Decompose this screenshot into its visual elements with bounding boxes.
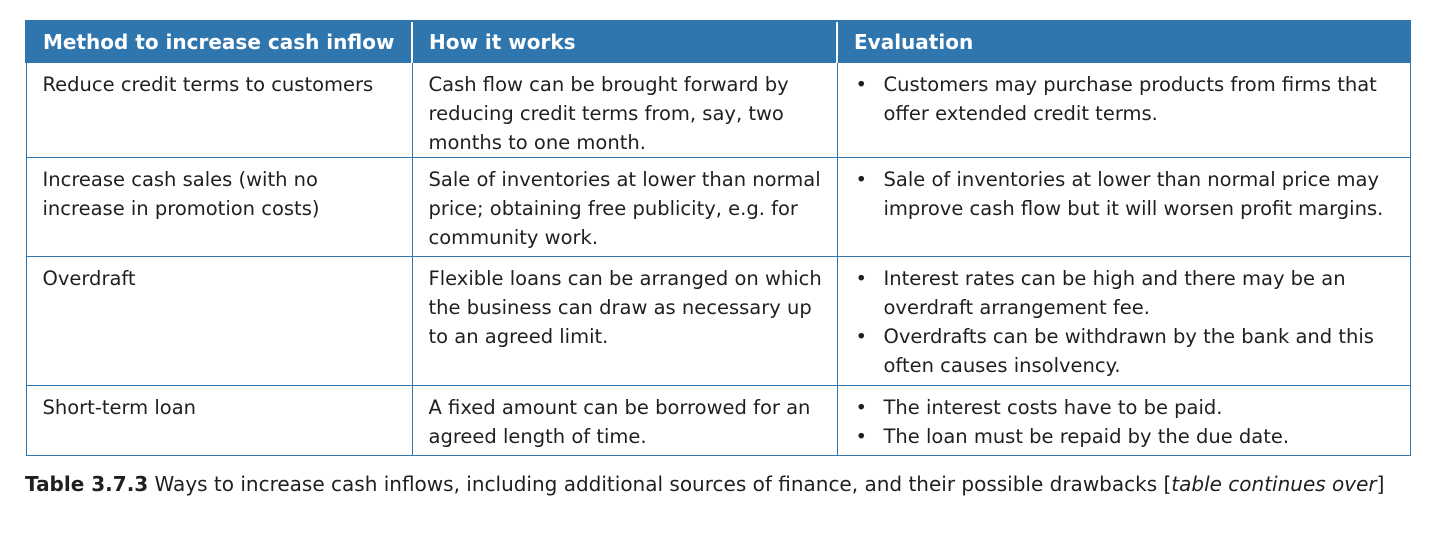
evaluation-cell <box>837 257 1410 386</box>
evaluation-text: Customers may purchase products from firms that offer extended credit terms. <box>883 73 1377 125</box>
method-cell: Reduce credit terms to customers <box>26 63 412 158</box>
table-row <box>26 158 1410 257</box>
cash-inflow-table <box>25 20 1411 456</box>
bullet-icon: • <box>855 396 868 419</box>
table-row <box>26 63 1410 158</box>
evaluation-list <box>854 264 1400 380</box>
evaluation-cell <box>837 63 1410 158</box>
table-row <box>26 386 1410 456</box>
evaluation-item <box>854 322 1400 380</box>
cash-inflow-table-container <box>25 20 1409 456</box>
evaluation-text: Overdrafts can be withdrawn by the bank and this often causes insolvency. <box>883 325 1374 377</box>
caption-italic-note: table continues over <box>1171 472 1377 496</box>
caption-end: ] <box>1376 472 1385 496</box>
caption-label: Table 3.7.3 <box>25 472 149 496</box>
evaluation-list <box>854 393 1400 451</box>
evaluation-cell <box>837 386 1410 456</box>
evaluation-text: The interest costs have to be paid. <box>883 396 1223 419</box>
table-caption <box>25 472 1384 496</box>
evaluation-list <box>854 70 1400 128</box>
bullet-icon: • <box>855 73 868 96</box>
evaluation-list <box>854 165 1400 223</box>
method-cell: Short-term loan <box>26 386 412 456</box>
evaluation-text: Sale of inventories at lower than normal price may improve cash flow but it will worsen profit margins. <box>883 168 1384 220</box>
evaluation-item <box>854 264 1400 322</box>
table-row <box>26 257 1410 386</box>
method-cell: Increase cash sales (with no increase in promotion costs) <box>26 158 412 257</box>
caption-text: Ways to increase cash inflows, including additional sources of finance, and their possible drawbacks [ <box>148 472 1172 496</box>
bullet-icon: • <box>855 267 868 290</box>
evaluation-cell <box>837 158 1410 257</box>
evaluation-item <box>854 422 1400 451</box>
evaluation-text: Interest rates can be high and there may be an overdraft arrangement fee. <box>883 267 1346 319</box>
evaluation-text: The loan must be repaid by the due date. <box>883 425 1290 448</box>
header-method: Method to increase cash inflow <box>26 21 412 63</box>
table-header-row <box>26 21 1410 63</box>
how-cell: Sale of inventories at lower than normal price; obtaining free publicity, e.g. for community work. <box>412 158 837 257</box>
bullet-icon: • <box>855 425 868 448</box>
bullet-icon: • <box>855 325 868 348</box>
how-cell: Cash flow can be brought forward by reducing credit terms from, say, two months to one month. <box>412 63 837 158</box>
evaluation-item <box>854 70 1400 128</box>
header-evaluation: Evaluation <box>837 21 1410 63</box>
bullet-icon: • <box>855 168 868 191</box>
how-cell: Flexible loans can be arranged on which the business can draw as necessary up to an agreed limit. <box>412 257 837 386</box>
header-how-it-works: How it works <box>412 21 837 63</box>
evaluation-item <box>854 393 1400 422</box>
method-cell: Overdraft <box>26 257 412 386</box>
how-cell: A fixed amount can be borrowed for an agreed length of time. <box>412 386 837 456</box>
evaluation-item <box>854 165 1400 223</box>
